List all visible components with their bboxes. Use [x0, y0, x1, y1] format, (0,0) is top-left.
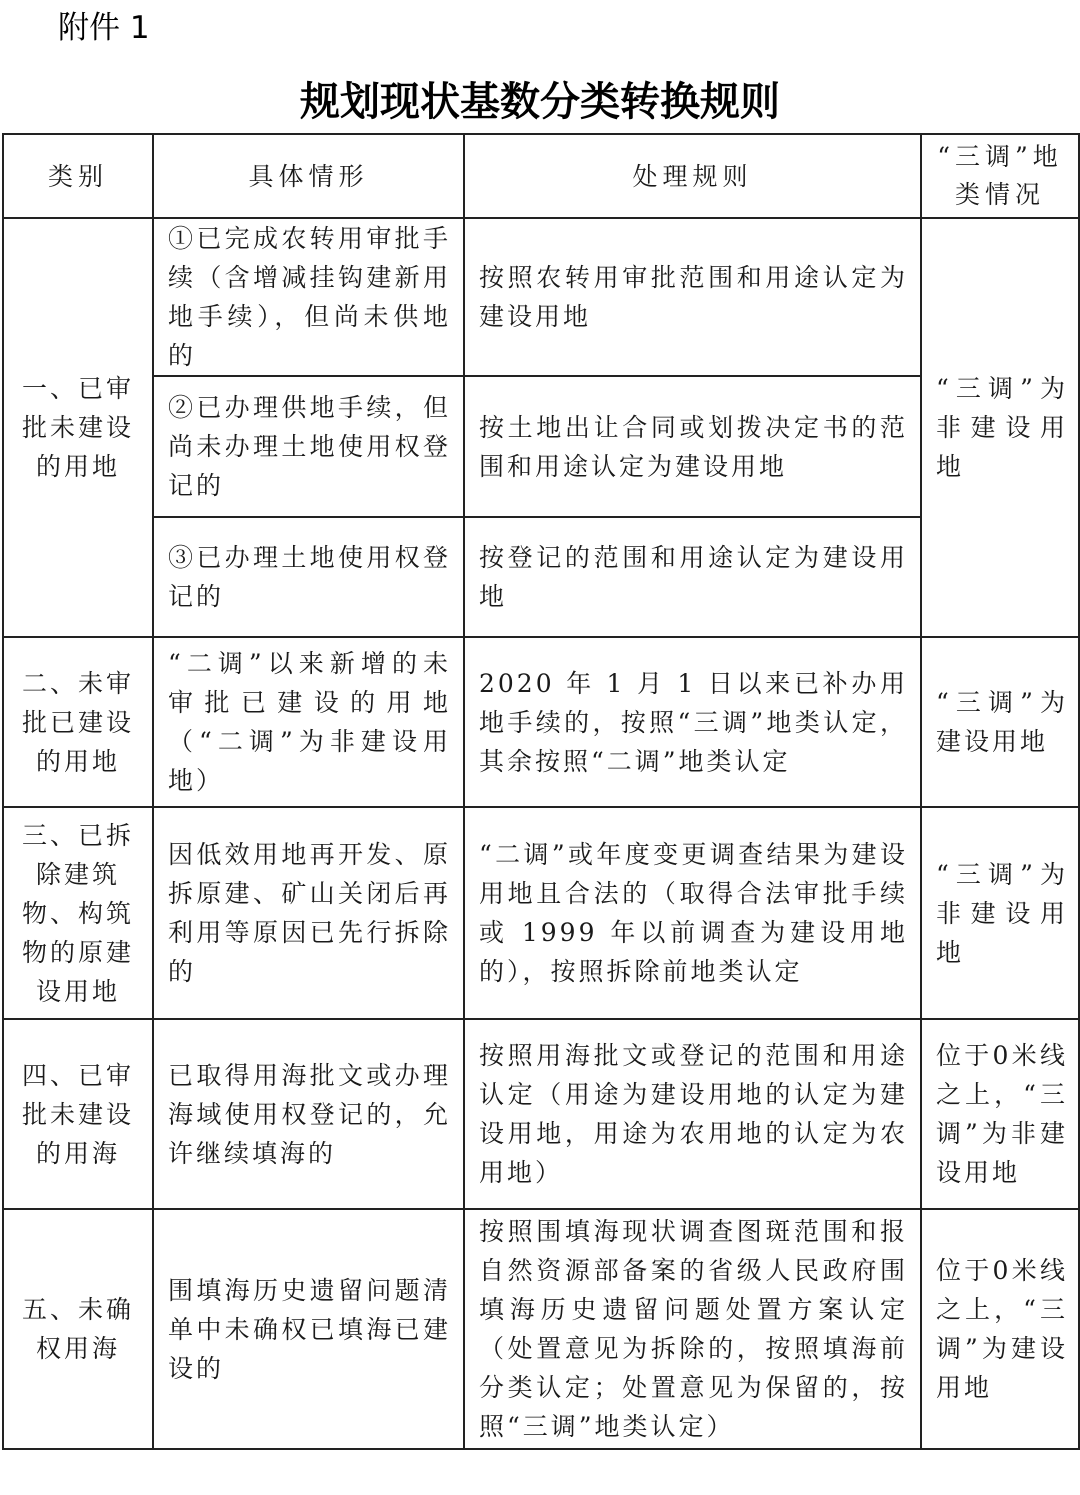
header-category: 类别	[3, 134, 153, 218]
rule-cell: 按照用海批文或登记的范围和用途认定（用途为建设用地的认定为建设用地，用途为农用地的认定为农用地）	[464, 1019, 921, 1209]
category-cell: 四、已审批未建设的用海	[3, 1019, 153, 1209]
situation-cell: “二调”以来新增的未审批已建设的用地（“二调”为非建设用地）	[153, 637, 464, 807]
situation-cell: ③已办理土地使用权登记的	[153, 517, 464, 637]
table-row	[3, 807, 1079, 1019]
table-row	[3, 1209, 1079, 1449]
header-situation: 具体情形	[153, 134, 464, 218]
rule-cell: “二调”或年度变更调查结果为建设用地且合法的（取得合法审批手续或 1999 年以前调查为建设用地的），按照拆除前地类认定	[464, 807, 921, 1019]
category-cell: 三、已拆除建筑物、构筑物的原建设用地	[3, 807, 153, 1019]
category-cell: 五、未确权用海	[3, 1209, 153, 1449]
situation-cell: 已取得用海批文或办理海域使用权登记的，允许继续填海的	[153, 1019, 464, 1209]
table-row	[3, 517, 1079, 637]
attachment-label: 附件 1	[58, 10, 150, 46]
survey-status-cell: “三调”为非建设用地	[921, 807, 1079, 1019]
survey-status-cell: “三调”为建设用地	[921, 637, 1079, 807]
page-title: 规划现状基数分类转换规则	[300, 79, 780, 125]
table-row	[3, 637, 1079, 807]
situation-cell: ②已办理供地手续，但尚未办理土地使用权登记的	[153, 376, 464, 517]
survey-status-cell: 位于0米线之上，“三调”为非建设用地	[921, 1019, 1079, 1209]
rule-cell: 按照围填海现状调查图斑范围和报自然资源部备案的省级人民政府围填海历史遗留问题处置方案认定（处置意见为拆除的，按照填海前分类认定；处置意见为保留的，按照“三调”地类认定）	[464, 1209, 921, 1449]
table-row	[3, 218, 1079, 376]
category-cell: 一、已审批未建设的用地	[3, 218, 153, 637]
situation-cell: ①已完成农转用审批手续（含增减挂钩建新用地手续），但尚未供地的	[153, 218, 464, 376]
rule-cell: 按照农转用审批范围和用途认定为建设用地	[464, 218, 921, 376]
rule-cell: 按登记的范围和用途认定为建设用地	[464, 517, 921, 637]
survey-status-cell: “三调”为非建设用地	[921, 218, 1079, 637]
header-survey-status: “三调”地类情况	[921, 134, 1079, 218]
rules-table	[2, 133, 1080, 1450]
table-row	[3, 376, 1079, 517]
header-rule: 处理规则	[464, 134, 921, 218]
rule-cell: 按土地出让合同或划拨决定书的范围和用途认定为建设用地	[464, 376, 921, 517]
table-header-row	[3, 134, 1079, 218]
situation-cell: 因低效用地再开发、原拆原建、矿山关闭后再利用等原因已先行拆除的	[153, 807, 464, 1019]
situation-cell: 围填海历史遗留问题清单中未确权已填海已建设的	[153, 1209, 464, 1449]
survey-status-cell: 位于0米线之上，“三调”为建设用地	[921, 1209, 1079, 1449]
table-row	[3, 1019, 1079, 1209]
rule-cell: 2020 年 1 月 1 日以来已补办用地手续的，按照“三调”地类认定，其余按照“二调”地类认定	[464, 637, 921, 807]
category-cell: 二、未审批已建设的用地	[3, 637, 153, 807]
